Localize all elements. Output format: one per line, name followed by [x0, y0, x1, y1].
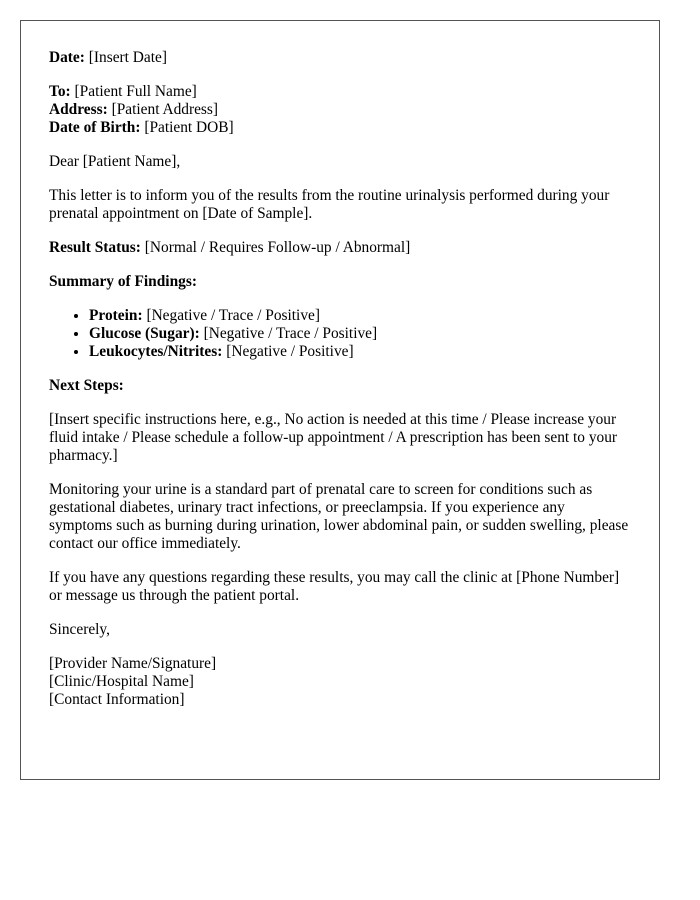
summary-heading: Summary of Findings:: [49, 273, 197, 290]
dob-line: [49, 119, 631, 137]
address-value: [Patient Address]: [111, 101, 219, 118]
finding-value: [Negative / Trace / Positive]: [146, 307, 320, 324]
result-status-label: Result Status:: [49, 239, 141, 256]
finding-item-glucose: [89, 325, 631, 343]
contact-info: [Contact Information]: [49, 691, 185, 708]
next-steps-heading: Next Steps:: [49, 377, 124, 394]
dob-value: [Patient DOB]: [144, 119, 234, 136]
finding-label: Protein:: [89, 307, 143, 324]
intro-paragraph: This letter is to inform you of the results from the routine urinalysis performed during your prenatal appointment on [Date of Sample].: [49, 187, 610, 222]
to-label: To:: [49, 83, 71, 100]
finding-label: Glucose (Sugar):: [89, 325, 200, 342]
finding-item-protein: [89, 307, 631, 325]
signature-block: [49, 655, 631, 709]
result-status-value: [Normal / Requires Follow-up / Abnormal]: [144, 239, 411, 256]
recipient-block: [49, 83, 631, 137]
date-line: [49, 49, 631, 67]
monitoring-paragraph: Monitoring your urine is a standard part of prenatal care to screen for conditions such as gestational diabetes, urinary tract infections, or preeclampsia. If you experience any symptoms such as burning during urination, lower abdominal pain, or sudden swelling, please contact our office immediately.: [49, 481, 629, 552]
date-value: [Insert Date]: [88, 49, 167, 66]
questions-paragraph: If you have any questions regarding these results, you may call the clinic at [Phone Number] or message us through the patient portal.: [49, 569, 620, 604]
salutation: Dear [Patient Name],: [49, 153, 181, 170]
date-label: Date:: [49, 49, 85, 66]
letter-page: [20, 20, 660, 780]
result-status-line: [49, 239, 631, 257]
finding-item-leukocytes: [89, 343, 631, 361]
address-line: [49, 101, 631, 119]
clinic-name: [Clinic/Hospital Name]: [49, 673, 194, 690]
next-steps-paragraph: [Insert specific instructions here, e.g., No action is needed at this time / Please increase your fluid intake / Please schedule a follow-up appointment / A prescription has been sent to your pharmacy.]: [49, 411, 618, 464]
finding-value: [Negative / Trace / Positive]: [203, 325, 378, 342]
to-value: [Patient Full Name]: [74, 83, 197, 100]
finding-label: Leukocytes/Nitrites:: [89, 343, 223, 360]
closing: Sincerely,: [49, 621, 110, 638]
findings-list: [49, 307, 631, 361]
address-label: Address:: [49, 101, 108, 118]
to-line: [49, 83, 631, 101]
provider-name: [Provider Name/Signature]: [49, 655, 217, 672]
dob-label: Date of Birth:: [49, 119, 141, 136]
finding-value: [Negative / Positive]: [226, 343, 354, 360]
